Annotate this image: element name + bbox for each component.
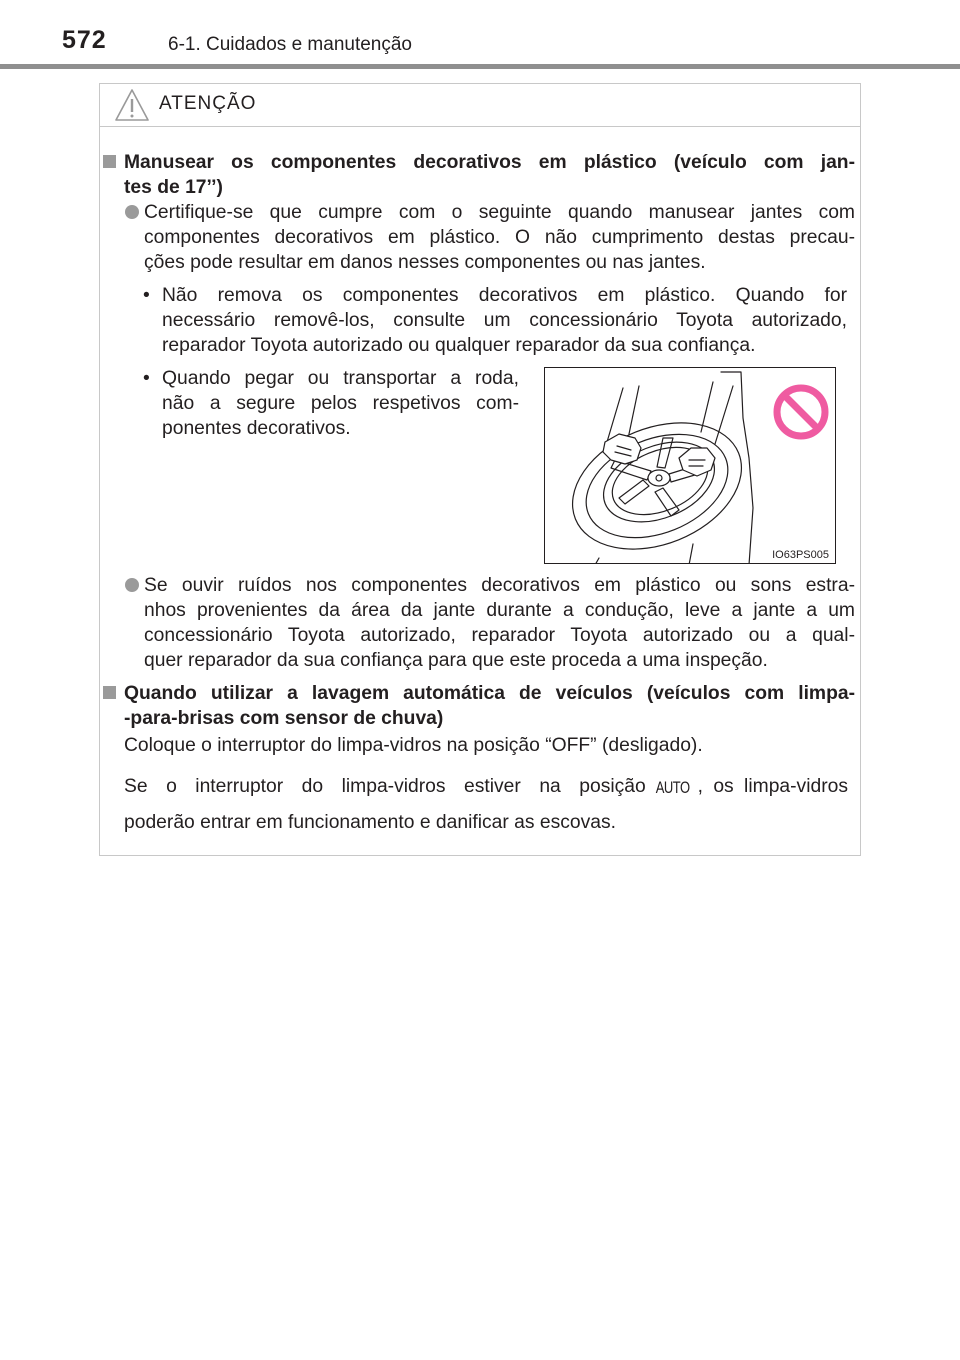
wheel-carry-illustration bbox=[545, 368, 836, 564]
section1-heading bbox=[103, 150, 855, 200]
wheel-handling-figure bbox=[544, 367, 836, 564]
sub2-line3: ponentes decorativos. bbox=[162, 418, 351, 439]
section2-para2-line2: poderão entrar em funcionamento e danificar as escovas. bbox=[124, 812, 616, 833]
figure-code: IO63PS005 bbox=[772, 549, 829, 561]
square-marker-icon bbox=[103, 155, 116, 168]
sub-bullet-marker: • bbox=[143, 368, 150, 389]
para2-after: , os limpa-vidros bbox=[697, 776, 848, 797]
bullet-dot-icon bbox=[125, 205, 139, 219]
prohibition-icon bbox=[777, 388, 825, 436]
warning-header bbox=[100, 84, 860, 127]
page-number: 572 bbox=[62, 26, 107, 54]
sub-bullet-2 bbox=[143, 366, 519, 441]
item2-line4: quer reparador da sua confiança para que este proceda a uma inspeção. bbox=[144, 650, 768, 671]
item2-line3: concessionário Toyota autorizado, reparador Toyota autorizado ou a qual- bbox=[144, 625, 855, 646]
section-title: 6-1. Cuidados e manutenção bbox=[168, 34, 412, 55]
item1 bbox=[125, 200, 855, 275]
para2-before: Se o interruptor do limpa-vidros estiver na posição bbox=[124, 776, 646, 797]
section2-heading bbox=[103, 681, 855, 731]
square-marker-icon bbox=[103, 686, 116, 699]
item1-line1: Certifique-se que cumpre com o seguinte quando manusear jantes com bbox=[144, 202, 855, 223]
sub2-line1: Quando pegar ou transportar a roda, bbox=[162, 368, 519, 389]
auto-position-symbol: AUTO bbox=[655, 778, 690, 797]
section2-title-line1: Quando utilizar a lavagem automática de veículos (veículos com limpa- bbox=[124, 683, 855, 704]
section2-para1: Coloque o interruptor do limpa-vidros na posição “OFF” (desligado). bbox=[124, 735, 703, 756]
section1-title-line1: Manusear os componentes decorativos em plástico (veículo com jan- bbox=[124, 152, 855, 173]
item1-line2: componentes decorativos em plástico. O não cumprimento destas precau- bbox=[144, 227, 855, 248]
warning-triangle-icon bbox=[114, 88, 150, 122]
sub1-line1: Não remova os componentes decorativos em plástico. Quando for bbox=[162, 285, 847, 306]
item1-line3: ções pode resultar em danos nesses componentes ou nas jantes. bbox=[144, 252, 706, 273]
item2-line2: nhos provenientes da área da jante durante a condução, leve a jante a um bbox=[144, 600, 855, 621]
bullet-dot-icon bbox=[125, 578, 139, 592]
section2-title-line2: -para-brisas com sensor de chuva) bbox=[124, 708, 444, 729]
sub2-line2: não a segure pelos respetivos com- bbox=[162, 393, 519, 414]
sub1-line2: necessário removê-los, consulte um concessionário Toyota autorizado, bbox=[162, 310, 847, 331]
item2 bbox=[125, 573, 855, 673]
section1-title-line2: tes de 17’’) bbox=[124, 177, 223, 198]
sub-bullet-1 bbox=[143, 283, 847, 358]
sub1-line3: reparador Toyota autorizado ou qualquer reparador da sua confiança. bbox=[162, 335, 756, 356]
warning-label: ATENÇÃO bbox=[159, 93, 257, 114]
item2-line1: Se ouvir ruídos nos componentes decorativos em plástico ou sons estra- bbox=[144, 575, 855, 596]
sub-bullet-marker: • bbox=[143, 285, 150, 306]
header-rule bbox=[0, 64, 960, 69]
section2-para2 bbox=[124, 774, 848, 800]
